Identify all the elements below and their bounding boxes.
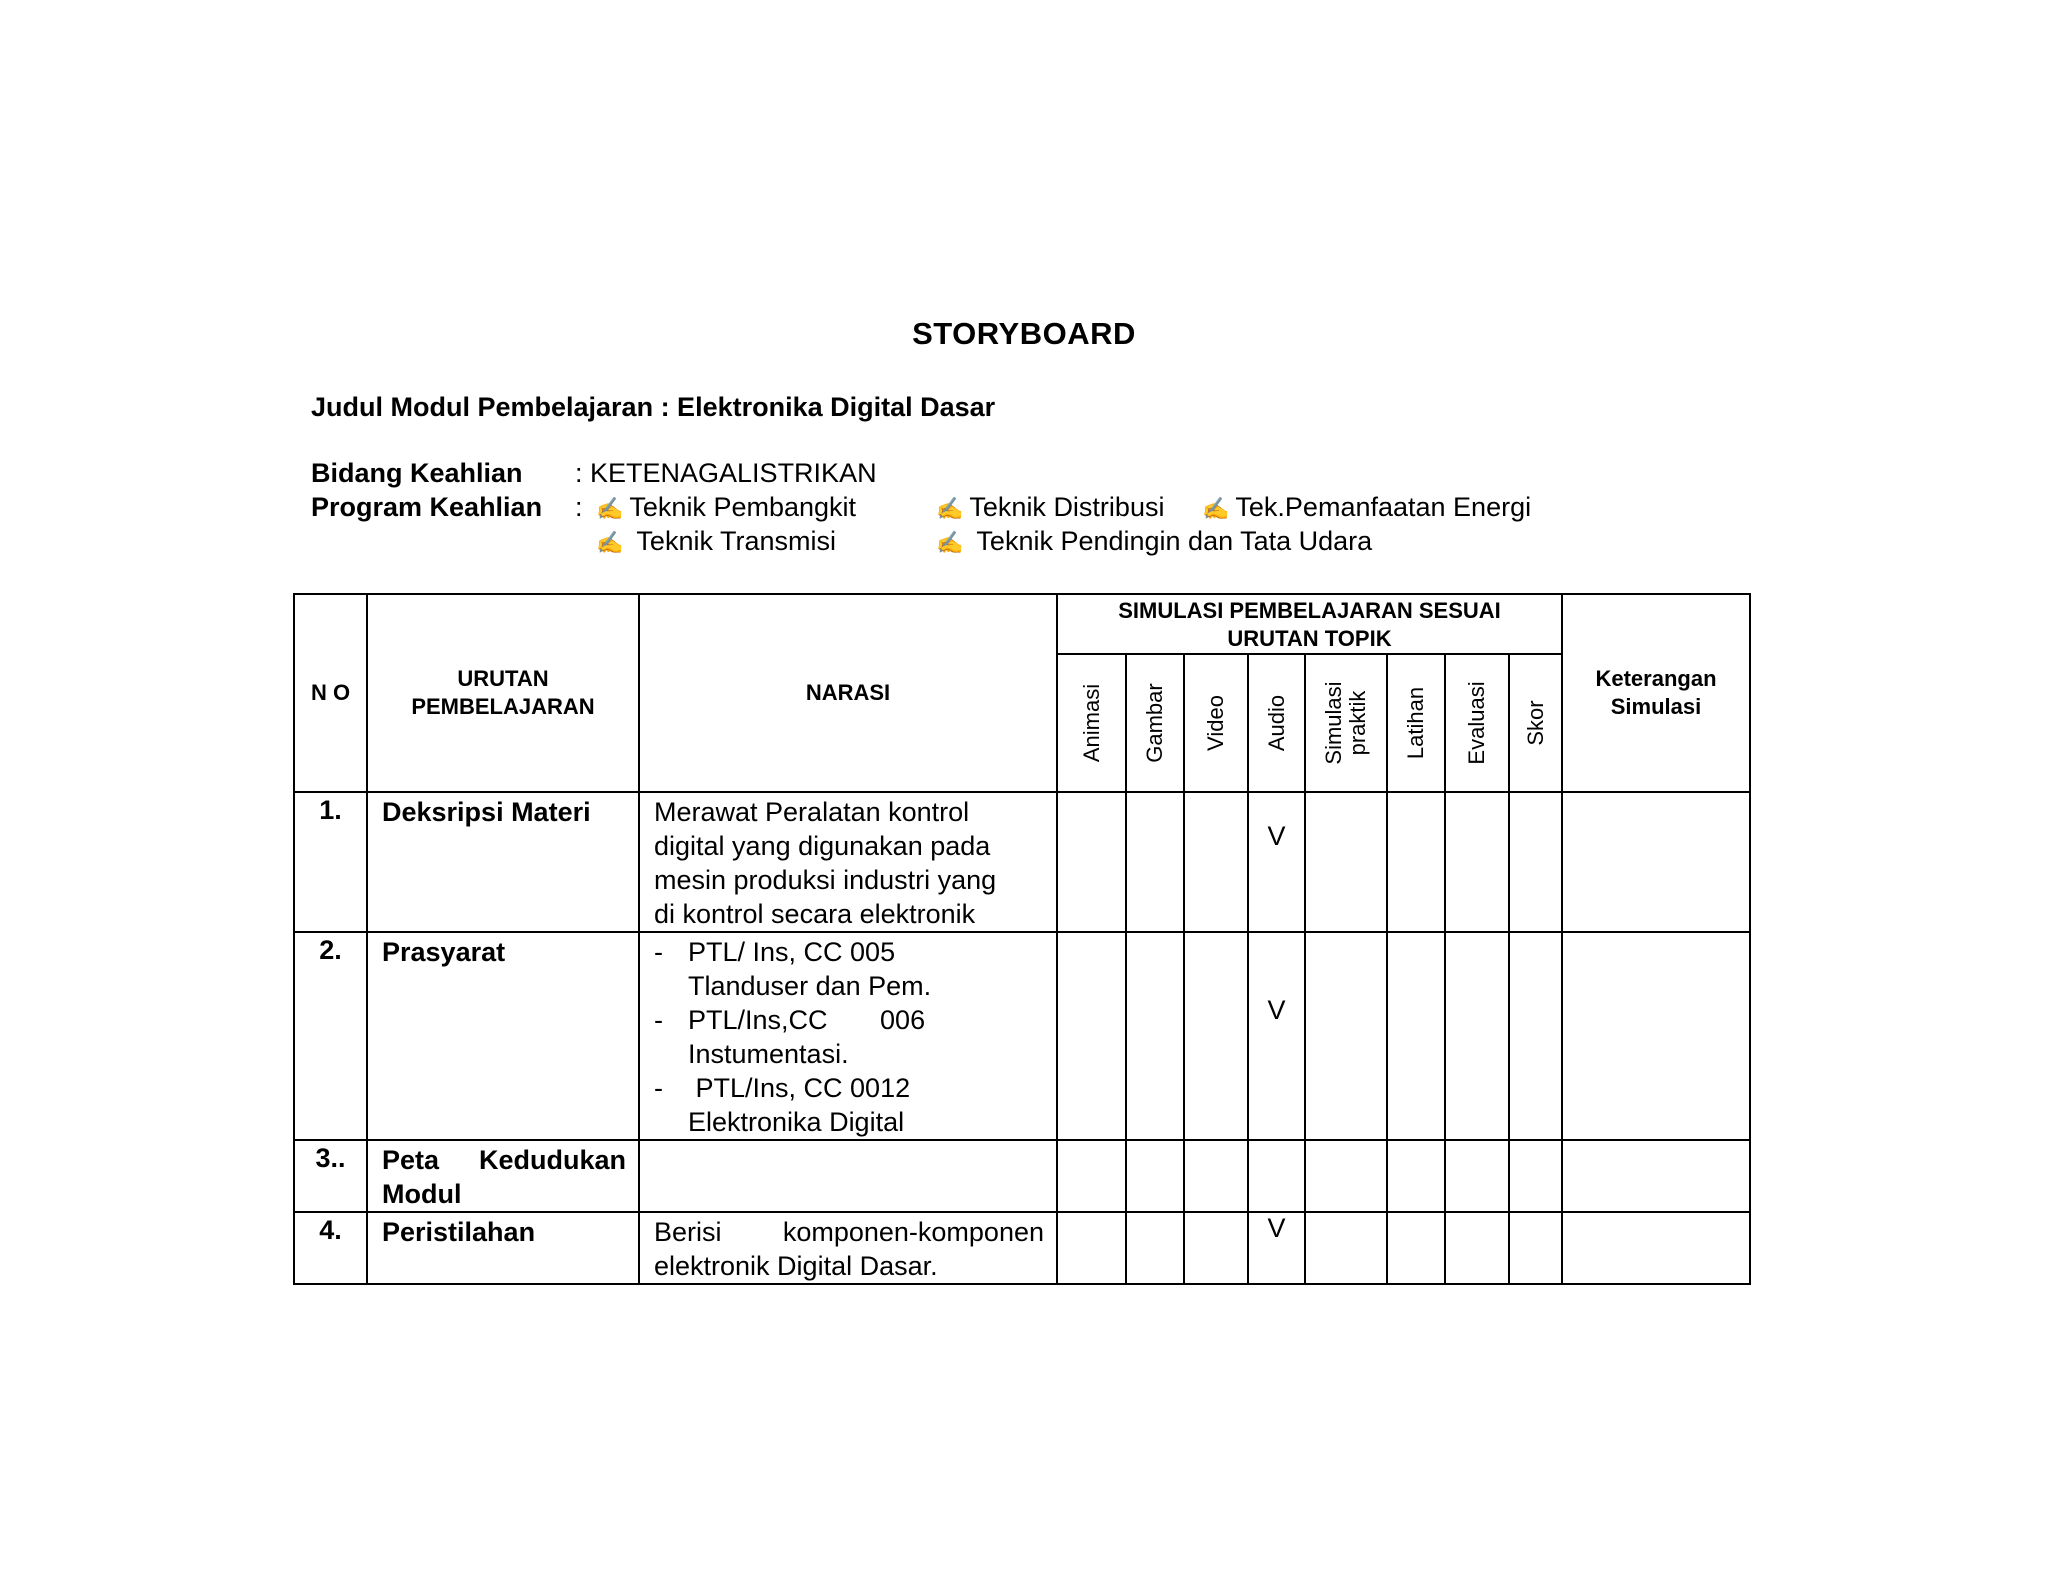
cell-gambar: [1126, 1212, 1184, 1284]
writing-hand-icon: ✍: [596, 496, 624, 521]
header-skor: Skor: [1509, 654, 1562, 792]
writing-hand-icon: ✍: [596, 530, 624, 555]
module-title: Judul Modul Pembelajaran : Elektronika Digital Dasar: [311, 392, 996, 422]
page-title: STORYBOARD: [912, 316, 1136, 351]
row-narasi: [639, 932, 1057, 1140]
header-simulasi-praktik: Simulasi praktik: [1305, 654, 1387, 792]
cell-evaluasi: [1445, 932, 1509, 1140]
program-option: ✍ Teknik Transmisi: [596, 526, 836, 556]
header-animasi: Animasi: [1057, 654, 1126, 792]
row-urutan: Peta Kedudukan Modul: [367, 1140, 639, 1212]
cell-video: [1184, 932, 1248, 1140]
cell-animasi: [1057, 792, 1126, 932]
cell-simulasi-praktik: [1305, 792, 1387, 932]
program-colon: :: [575, 492, 583, 522]
header-evaluasi: Evaluasi: [1445, 654, 1509, 792]
storyboard-table: [293, 593, 1751, 1285]
cell-keterangan: [1562, 1140, 1750, 1212]
cell-latihan: [1387, 1140, 1445, 1212]
cell-evaluasi: [1445, 1140, 1509, 1212]
cell-latihan: [1387, 1212, 1445, 1284]
cell-simulasi-praktik: [1305, 1212, 1387, 1284]
program-label: Program Keahlian: [311, 492, 543, 522]
header-keterangan: Keterangan Simulasi: [1562, 594, 1750, 792]
table-row: [294, 1212, 1750, 1284]
cell-latihan: [1387, 792, 1445, 932]
row-narasi: Merawat Peralatan kontrol digital yang digunakan pada mesin produksi industri yang di kontrol secara elektronik: [639, 792, 1057, 932]
row-narasi: [639, 1140, 1057, 1212]
cell-gambar: [1126, 792, 1184, 932]
row-urutan: Peristilahan: [367, 1212, 639, 1284]
cell-evaluasi: [1445, 1212, 1509, 1284]
cell-latihan: [1387, 932, 1445, 1140]
header-simulasi: SIMULASI PEMBELAJARAN SESUAI URUTAN TOPIK: [1057, 594, 1562, 654]
program-option: ✍ Tek.Pemanfaatan Energi: [1202, 492, 1532, 522]
row-narasi: Berisi komponen-komponen elektronik Digital Dasar.: [639, 1212, 1057, 1284]
header-video: Video: [1184, 654, 1248, 792]
bidang-value: : KETENAGALISTRIKAN: [575, 458, 877, 488]
cell-skor: [1509, 1140, 1562, 1212]
header-no: N O: [294, 594, 367, 792]
writing-hand-icon: ✍: [936, 496, 964, 521]
program-keahlian: [311, 492, 583, 523]
table-row: [294, 1140, 1750, 1212]
cell-animasi: [1057, 1140, 1126, 1212]
cell-gambar: [1126, 1140, 1184, 1212]
header-audio: Audio: [1248, 654, 1305, 792]
header-narasi: NARASI: [639, 594, 1057, 792]
bidang-keahlian: [311, 458, 877, 489]
header-urutan: URUTAN PEMBELAJARAN: [367, 594, 639, 792]
header-latihan: Latihan: [1387, 654, 1445, 792]
cell-animasi: [1057, 1212, 1126, 1284]
cell-audio: [1248, 1140, 1305, 1212]
row-number: 4.: [294, 1212, 367, 1284]
cell-simulasi-praktik: [1305, 932, 1387, 1140]
cell-video: [1184, 1212, 1248, 1284]
cell-keterangan: [1562, 792, 1750, 932]
cell-simulasi-praktik: [1305, 1140, 1387, 1212]
cell-keterangan: [1562, 932, 1750, 1140]
header-gambar: Gambar: [1126, 654, 1184, 792]
bidang-label: Bidang Keahlian: [311, 458, 523, 488]
row-number: 2.: [294, 932, 367, 1140]
program-option: ✍ Teknik Pendingin dan Tata Udara: [936, 526, 1373, 556]
writing-hand-icon: ✍: [936, 530, 964, 555]
table-row: [294, 932, 1750, 1140]
cell-video: [1184, 792, 1248, 932]
program-option: ✍ Teknik Distribusi: [936, 492, 1165, 522]
cell-skor: [1509, 1212, 1562, 1284]
cell-animasi: [1057, 932, 1126, 1140]
writing-hand-icon: ✍: [1202, 496, 1230, 521]
cell-keterangan: [1562, 1212, 1750, 1284]
list-item: - PTL/Ins,CC 006 Instumentasi.: [654, 1005, 926, 1069]
cell-audio: V: [1248, 932, 1305, 1140]
cell-skor: [1509, 792, 1562, 932]
cell-gambar: [1126, 932, 1184, 1140]
list-item: - PTL/Ins, CC 0012 Elektronika Digital: [654, 1073, 911, 1137]
row-number: 3..: [294, 1140, 367, 1212]
table-row: [294, 792, 1750, 932]
row-urutan: Deksripsi Materi: [367, 792, 639, 932]
row-urutan: Prasyarat: [367, 932, 639, 1140]
program-option: ✍ Teknik Pembangkit: [596, 492, 857, 522]
row-number: 1.: [294, 792, 367, 932]
cell-skor: [1509, 932, 1562, 1140]
cell-audio: V: [1248, 1212, 1305, 1284]
list-item: - PTL/ Ins, CC 005 Tlanduser dan Pem.: [654, 937, 932, 1001]
cell-evaluasi: [1445, 792, 1509, 932]
cell-video: [1184, 1140, 1248, 1212]
cell-audio: V: [1248, 792, 1305, 932]
